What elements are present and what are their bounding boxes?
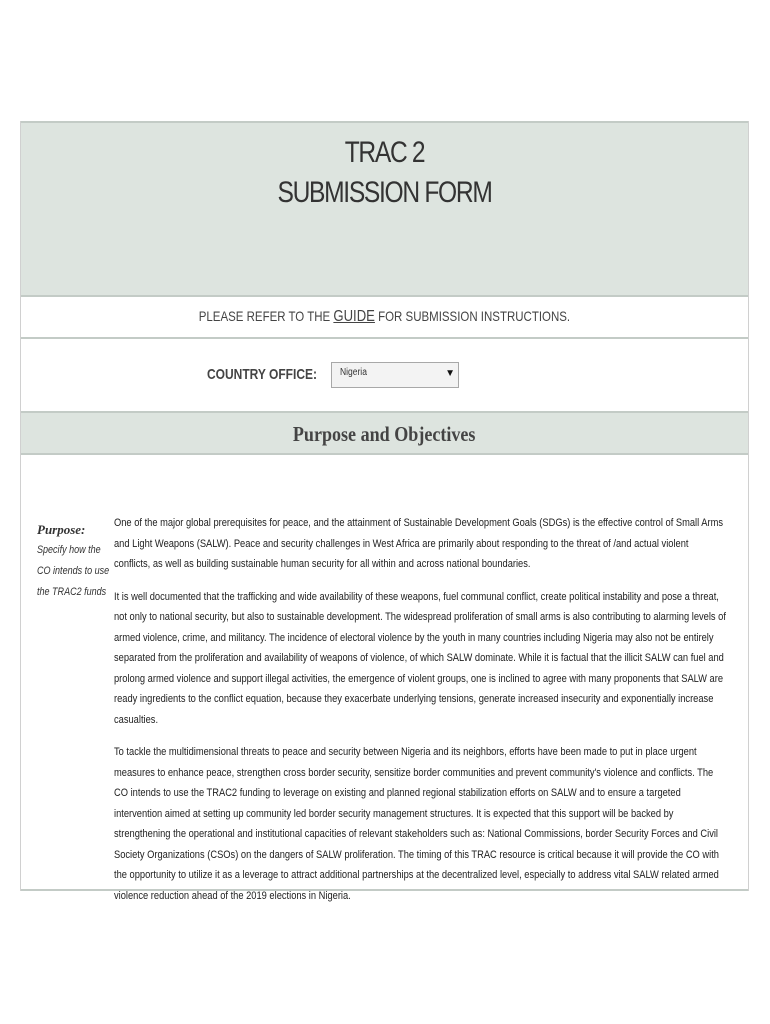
purpose-hint-line: Specify how the <box>37 544 101 556</box>
country-office-label: COUNTRY OFFICE: <box>207 366 317 383</box>
purpose-section <box>21 455 748 902</box>
country-office-value: Nigeria <box>340 367 367 378</box>
section-title: Purpose and Objectives <box>293 422 476 446</box>
country-office-select[interactable] <box>331 362 459 388</box>
section-header <box>21 413 748 455</box>
guide-link[interactable]: GUIDE <box>333 308 375 325</box>
dropdown-arrow-icon[interactable]: ▼ <box>445 368 455 379</box>
purpose-paragraph: One of the major global prerequisites for peace, and the attainment of Sustainable Development Goals (SDGs) is the effective control of Small Arms and Light Weapons (SALW). Peace and security challenges in West Africa are primarily about responding to the threat of /and actual violent conflicts, as well as building sustainable human security for all within and across national boundaries. <box>114 517 724 570</box>
purpose-hint-line: CO intends to use <box>37 565 110 577</box>
purpose-side-label <box>37 520 125 603</box>
purpose-hint-line: the TRAC2 funds <box>37 586 107 598</box>
purpose-text[interactable] <box>114 513 726 918</box>
country-office-row <box>21 339 748 413</box>
instructions-row <box>21 297 748 339</box>
form-title-line-2: SUBMISSION FORM <box>277 176 492 209</box>
purpose-paragraph: To tackle the multidimensional threats to peace and security between Nigeria and its neighbors, efforts have been made to put in place urgent measures to enhance peace, strengthen cross border security, sensitize border communities and prevent community's violence and conflicts. The CO intends to use the TRAC2 funding to leverage on existing and planned regional stabilization efforts on SALW and to ensure a targeted intervention aimed at setting up community led border security management structures. It is expected that this support will be backed by strengthening the operational and institutional capacities of relevant stakeholders such as: National Commissions, border Security Forces and Civil Society Organizations (CSOs) on the dangers of SALW proliferation. The timing of this TRAC resource is critical because it will provide the CO with the opportunity to utilize it as a leverage to attract additional partnerships at the decentralized level, especially to address vital SALW related armed violence reduction ahead of the 2019 elections in Nigeria. <box>114 746 719 902</box>
purpose-paragraph: It is well documented that the trafficking and wide availability of these weapons, fuel communal conflict, create political instability and pose a threat, not only to national security, but also to sustainable development. The widespread proliferation of small arms is also contributing to alarming levels of armed violence, crime, and militancy. The incidence of electoral violence by the youth in many countries including Nigeria may also not be entirely separated from the proliferation and availability of weapons of violence, of which SALW dominate. While it is factual that the illicit SALW can fuel and prolong armed violence and support illegal activities, the emergence of violent groups, one is inclined to agree with many proponents that SALW are ready ingredients to the conflict equation, because they exacerbate underlying tensions, generate increased insecurity and exponentially increase casualties. <box>114 590 726 726</box>
purpose-label: Purpose: <box>37 522 86 537</box>
instructions-suffix: FOR SUBMISSION INSTRUCTIONS. <box>374 308 571 324</box>
submission-form <box>20 121 749 902</box>
title-band <box>21 121 748 297</box>
instructions-prefix: PLEASE REFER TO THE <box>198 308 334 324</box>
form-title-line-1: TRAC 2 <box>344 136 425 169</box>
